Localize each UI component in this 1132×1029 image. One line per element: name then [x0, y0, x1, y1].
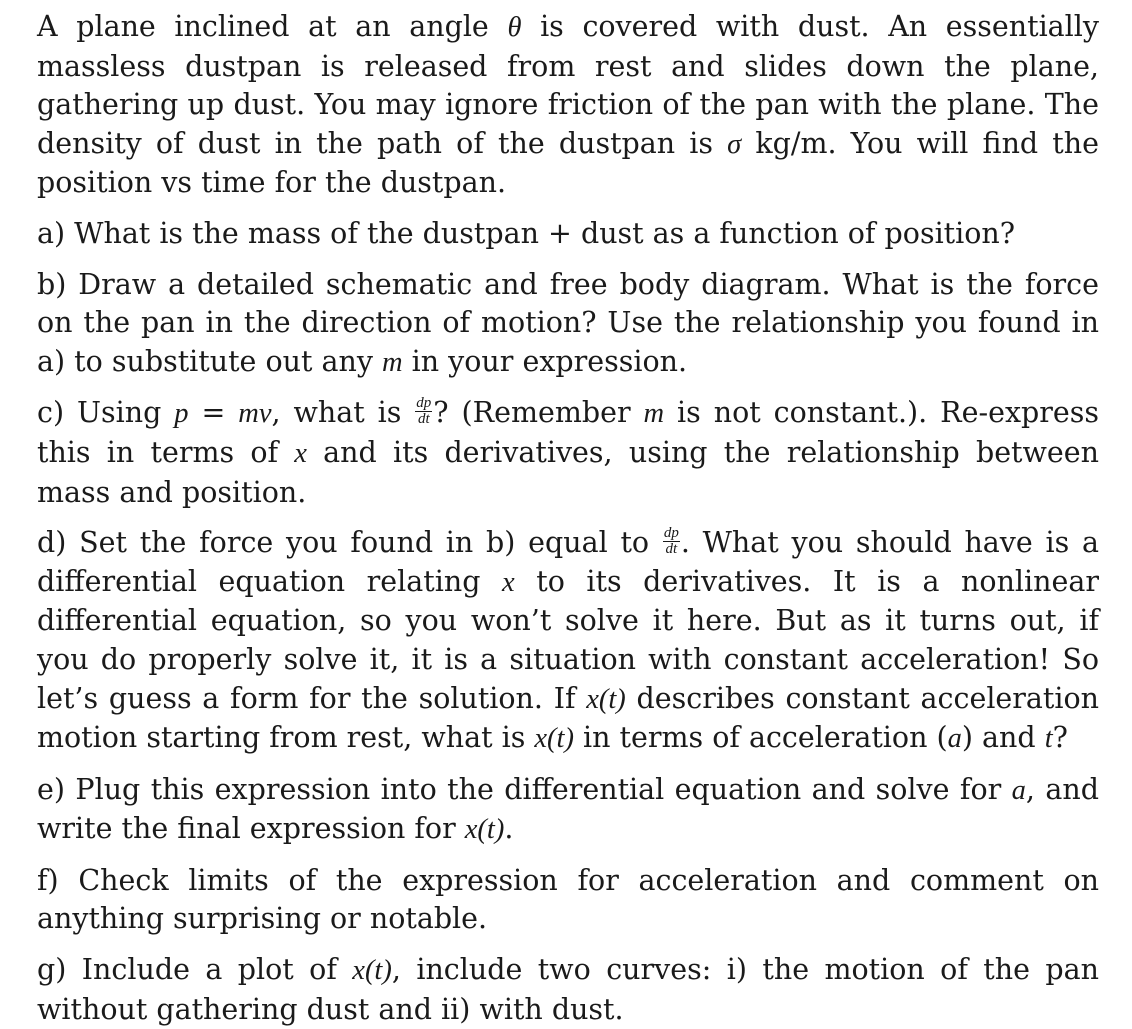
part-e-text-3: .	[504, 812, 514, 846]
part-f	[37, 862, 1099, 939]
part-b-text-2: in your expression.	[402, 344, 688, 378]
part-d-text-6: ) and	[961, 721, 1045, 755]
equals-sign: =	[188, 396, 239, 430]
part-d-text-4: describes constant acceleration motion starting from rest, what is	[37, 681, 1099, 755]
x-symbol: x	[294, 437, 307, 469]
acceleration-symbol: a	[1011, 774, 1026, 806]
intro-text-3: kg/m. You will find the position vs time for the dustpan.	[37, 126, 1099, 200]
part-c	[37, 394, 1099, 512]
part-e-text-2: , and write the final expression for	[37, 772, 1099, 846]
momentum-symbol: p	[174, 398, 189, 430]
dp-dt-fraction	[415, 397, 432, 426]
part-b	[37, 266, 1099, 383]
fraction-denominator: dt	[665, 541, 678, 558]
part-g-text-1: g) Include a plot of	[37, 953, 353, 987]
mass-symbol: m	[643, 398, 665, 430]
part-a-text: a) What is the mass of the dustpan + dust as a function of position?	[37, 216, 1016, 250]
part-g-text-2: , include two curves: i) the motion of the pan without gathering dust and ii) with dust.	[37, 953, 1099, 1026]
x-of-t-expression: x(t)	[352, 955, 392, 987]
dp-dt-fraction	[663, 527, 680, 556]
intro-text-1: A plane inclined at an angle	[37, 10, 508, 43]
theta-symbol: θ	[507, 12, 522, 43]
sigma-symbol: σ	[727, 128, 742, 160]
part-e-text-1: e) Plug this expression into the differential equation and solve for	[37, 772, 1012, 806]
part-d-text-1: d) Set the force you found in b) equal to	[37, 526, 662, 560]
time-symbol: t	[1044, 723, 1053, 755]
part-c-text-2: , what is	[271, 396, 415, 430]
mass-symbol: m	[381, 346, 403, 378]
problem-statement	[37, 8, 1099, 1029]
x-of-t-expression: x(t)	[464, 814, 505, 846]
fraction-numerator: dp	[663, 525, 679, 542]
acceleration-symbol: a	[947, 723, 962, 755]
x-of-t-expression: x(t)	[586, 683, 626, 715]
part-c-text-1: c) Using	[37, 396, 175, 430]
part-d-text-7: ?	[1052, 721, 1068, 755]
part-g	[37, 951, 1099, 1029]
part-d-text-3: to its derivatives. It is a nonlinear differential equation, so you won’t solve it here. But as it turns out, if you do properly solve it, it is a situation with constant acceleration! So let’s guess a form for the solution. If	[37, 564, 1099, 715]
part-e	[37, 771, 1099, 850]
fraction-numerator: dp	[416, 395, 432, 412]
part-d-text-5: in terms of acceleration (	[573, 721, 948, 755]
part-c-text-4: is not constant.). Re-express this in terms of	[37, 396, 1100, 469]
x-symbol: x	[502, 566, 515, 598]
fraction-denominator: dt	[417, 411, 430, 428]
x-of-t-expression: x(t)	[534, 723, 574, 755]
intro-text-2: is covered with dust. An essentially massless dustpan is released from rest and slides down the plane, gathering up dust. You may ignore friction of the pan with the plane. The density of dust in the path of the dustpan is	[37, 10, 1100, 160]
part-c-text-5: and its derivatives, using the relationship between mass and position.	[37, 435, 1099, 509]
part-f-text: f) Check limits of the expression for acceleration and comment on anything surprising or notable.	[37, 863, 1099, 936]
part-a	[37, 215, 1099, 254]
part-d	[37, 524, 1099, 759]
part-d-text-2: . What you should have is a differential equation relating	[37, 526, 1099, 598]
part-c-text-3: ? (Remember	[433, 396, 644, 430]
mv-expression: mv	[238, 398, 272, 430]
part-b-text-1: b) Draw a detailed schematic and free body diagram. What is the force on the pan in the direction of motion? Use the relationship you found in a) to substitute out any	[37, 267, 1099, 378]
intro-paragraph	[37, 8, 1099, 203]
